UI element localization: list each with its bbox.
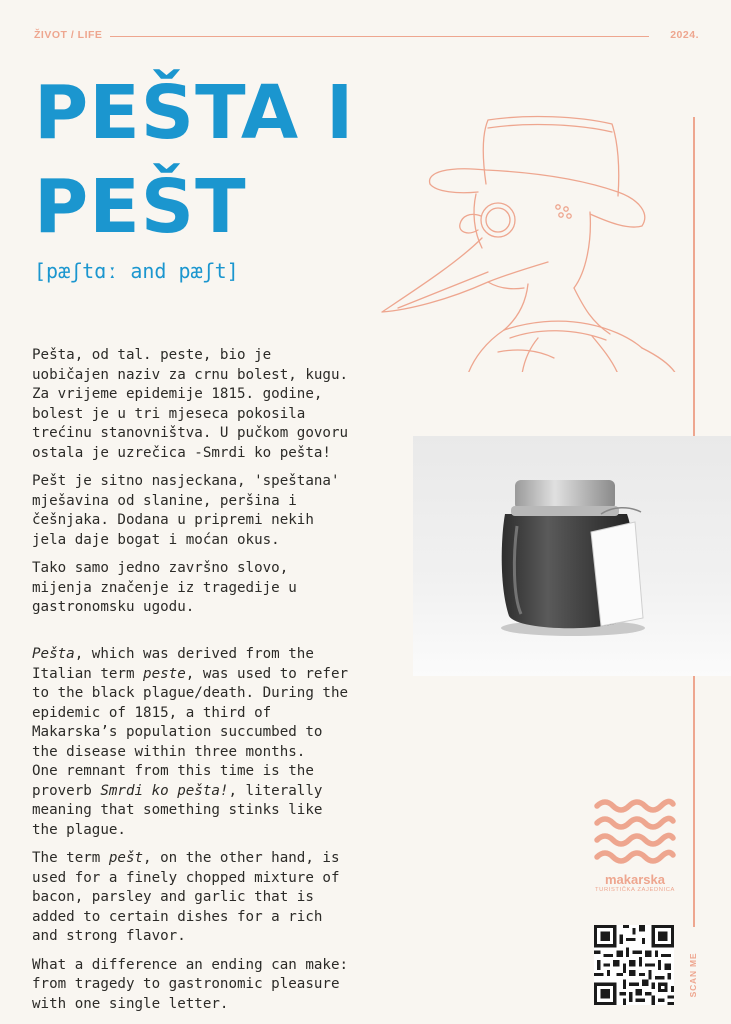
croatian-paragraph-3 (32, 559, 348, 618)
text-line (32, 782, 348, 802)
waves-icon (592, 796, 678, 866)
qr-code-icon[interactable] (594, 925, 674, 1005)
text-line: epidemic of 1815, a third of (32, 704, 272, 721)
text-line: from tragedy to gastronomic pleasure (32, 976, 340, 992)
text-line: ostala je uzrečica -Smrdi ko pešta! (32, 444, 331, 461)
text-line: bolest je u tri mjeseca pokosila (32, 405, 306, 422)
plague-doctor-illustration (378, 112, 678, 372)
text-line: the disease within three months. (32, 743, 306, 760)
text-line: What a difference an ending can make: (32, 956, 349, 973)
text-line: gastronomsku ugodu. (32, 599, 195, 615)
english-paragraph-2 (32, 849, 348, 947)
logo-subtitle: TURISTIČKA ZAJEDNICA (595, 887, 675, 893)
croatian-paragraph-1 (32, 346, 348, 463)
text-line: uobičajen naziv za crnu bolest, kugu. (32, 366, 349, 383)
text-line: mješavina od slanine, peršina i (32, 492, 297, 509)
text-line: One remnant from this time is the (32, 763, 314, 779)
text-line (32, 645, 348, 665)
text-fragment: , on the other hand, is (143, 850, 340, 866)
text-line: jela daje bogat i moćan okus. (32, 531, 280, 548)
italic-term: pešt (108, 850, 144, 866)
italic-term: Smrdi ko pešta! (100, 782, 229, 799)
text-line (32, 849, 348, 869)
logo-name: makarska (605, 872, 665, 887)
text-line: meaning that something stinks like (32, 802, 323, 818)
section-label: ŽIVOT / LIFE (34, 29, 103, 41)
makarska-logo (592, 796, 678, 893)
text-line: and strong flavor. (32, 928, 186, 944)
text-fragment: , was used to refer (185, 665, 349, 682)
text-line: mijenja značenje iz tragedije u (32, 579, 297, 596)
text-fragment: The term (32, 850, 109, 866)
text-line: Za vrijeme epidemije 1815. godine, (32, 386, 323, 402)
text-line (32, 665, 348, 685)
text-line: bacon, parsley and garlic that is (32, 889, 314, 905)
phonetic-transcription: [pæʃtɑː and pæʃt] (34, 259, 239, 283)
header-rule (110, 36, 649, 37)
text-line: trećinu stanovništva. U pučkom govoru (32, 425, 349, 441)
text-line: the plague. (32, 821, 126, 838)
title-line-2: PEŠT (34, 164, 247, 250)
text-line: češnjaka. Dodana u pripremi nekih (32, 512, 314, 528)
text-line: Pešt je sitno nasjeckana, 'speštana' (32, 473, 340, 489)
pest-jar-photo (413, 436, 731, 676)
scan-me-label: SCAN ME (688, 952, 698, 998)
text-line: Makarska’s population succumbed to (32, 724, 323, 740)
text-line: used for a finely chopped mixture of (32, 869, 340, 886)
jar-image (413, 436, 731, 676)
year-label: 2024. (670, 29, 699, 41)
text-line: with one single letter. (32, 995, 229, 1012)
text-line: Pešta, od tal. peste, bio je (32, 347, 272, 363)
english-paragraph-1 (32, 645, 348, 840)
english-paragraph-3 (32, 956, 348, 1015)
page-title (34, 66, 354, 254)
italic-term: peste (143, 665, 186, 682)
text-line: Tako samo jedno završno slovo, (32, 560, 289, 576)
croatian-paragraph-2 (32, 472, 348, 550)
english-text (32, 645, 348, 1023)
text-fragment: , literally (228, 782, 323, 799)
text-line: to the black plague/death. During the (32, 685, 349, 701)
italic-term: Pešta (32, 646, 75, 662)
text-fragment: Italian term (32, 665, 144, 682)
text-fragment: proverb (32, 782, 101, 799)
text-fragment: , which was derived from the (74, 646, 314, 662)
croatian-text (32, 346, 348, 627)
title-line-1: PEŠTA I (34, 70, 355, 156)
text-line: added to certain dishes for a rich (32, 908, 323, 925)
